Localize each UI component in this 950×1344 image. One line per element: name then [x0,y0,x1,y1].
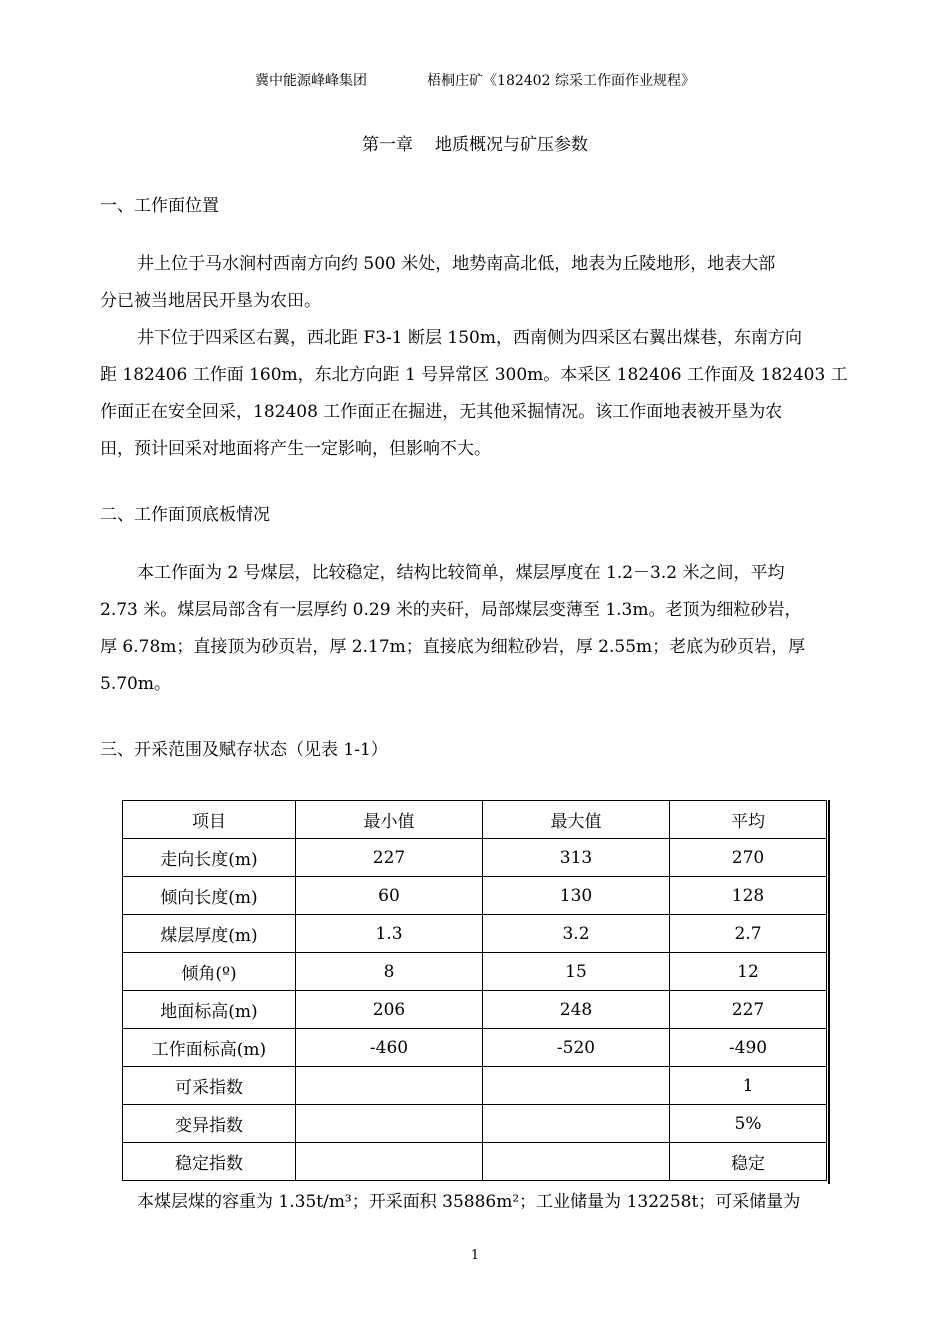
table-header-cell: 最小值 [296,801,483,839]
table-cell: 128 [670,877,827,915]
table-cell: -520 [483,1029,670,1067]
section-1-title: 一、工作面位置 [100,196,219,216]
table-cell: 走向长度(m) [123,839,296,877]
table-cell [483,1067,670,1105]
table-cell: 工作面标高(m) [123,1029,296,1067]
table-header-cell: 最大值 [483,801,670,839]
page-number: 1 [470,1248,480,1263]
section-3-title: 三、开采范围及赋存状态（见表 1-1） [100,740,388,760]
header-left: 冀中能源峰峰集团 [255,73,368,89]
table-cell: -490 [670,1029,827,1067]
table-right-border [828,800,830,1184]
table-cell: -460 [296,1029,483,1067]
table-cell: 可采指数 [123,1067,296,1105]
text-line: 井上位于马水涧村西南方向约 500 米处，地势南高北低，地表为丘陵地形，地表大部 [137,254,776,274]
table-row [123,991,827,1029]
table-cell: 1.3 [296,915,483,953]
text-line: 本工作面为 2 号煤层，比较稳定，结构比较简单，煤层厚度在 1.2－3.2 米之间，平均 [137,563,785,583]
section-1-paragraph-1 [100,246,855,320]
text-line: 2.73 米。煤层局部含有一层厚约 0.29 米的夹矸，局部煤层变薄至 1.3m。老顶为细粒砂岩， [100,600,802,620]
table-cell: 5% [670,1105,827,1143]
table-cell: 地面标高(m) [123,991,296,1029]
text-line: 厚 6.78m；直接顶为砂页岩，厚 2.17m；直接底为细粒砂岩，厚 2.55m；老底为砂页岩，厚 [100,637,806,657]
table-row [123,915,827,953]
table-header-cell: 平均 [670,801,827,839]
section-2-paragraph-1 [100,555,855,703]
table-cell: 130 [483,877,670,915]
chapter-heading [0,130,950,155]
table-cell: 227 [670,991,827,1029]
table-cell [296,1067,483,1105]
after-table-paragraph [100,1184,855,1221]
table-cell: 煤层厚度(m) [123,915,296,953]
table-cell [483,1105,670,1143]
table-cell: 206 [296,991,483,1029]
table-cell: 60 [296,877,483,915]
table-cell: 15 [483,953,670,991]
table-row [123,1029,827,1067]
table-cell: 227 [296,839,483,877]
table-row [123,1067,827,1105]
page-header [0,70,950,90]
text-line: 井下位于四采区右翼，西北距 F3-1 断层 150m，西南侧为四采区右翼出煤巷，东南方向 [137,328,802,348]
reserve-parameters-table [122,800,827,1181]
text-line: 5.70m。 [100,674,171,694]
table-cell: 3.2 [483,915,670,953]
table-cell: 1 [670,1067,827,1105]
table-cell [296,1105,483,1143]
chapter-number: 第一章 [362,135,413,155]
table-cell [483,1143,670,1181]
table-cell: 倾角(º) [123,953,296,991]
header-right: 梧桐庄矿《182402 综采工作面作业规程》 [427,73,695,89]
text-line: 距 182406 工作面 160m，东北方向距 1 号异常区 300m。本采区 182406 工作面及 182403 工 [100,365,848,385]
table-cell: 12 [670,953,827,991]
table-row [123,877,827,915]
text-line: 作面正在安全回采，182408 工作面正在掘进，无其他采掘情况。该工作面地表被开垦为农 [100,402,783,422]
chapter-title: 地质概况与矿压参数 [435,135,588,155]
table-row [123,1105,827,1143]
table-header-row [123,801,827,839]
table-row [123,1143,827,1181]
table-cell: 变异指数 [123,1105,296,1143]
text-line: 分已被当地居民开垦为农田。 [100,291,321,311]
table-row [123,953,827,991]
table-cell: 270 [670,839,827,877]
section-1-paragraph-2 [100,320,855,468]
text-line: 本煤层煤的容重为 1.35t/m³；开采面积 35886m²；工业储量为 132258t；可采储量为 [137,1192,801,1212]
table-cell: 2.7 [670,915,827,953]
table-cell: 248 [483,991,670,1029]
table-cell [296,1143,483,1181]
table-cell: 倾向长度(m) [123,877,296,915]
table-header-cell: 项目 [123,801,296,839]
table-row [123,839,827,877]
table-cell: 313 [483,839,670,877]
table-cell: 8 [296,953,483,991]
table-cell: 稳定 [670,1143,827,1181]
text-line: 田，预计回采对地面将产生一定影响，但影响不大。 [100,439,491,459]
section-2-title: 二、工作面顶底板情况 [100,505,270,525]
table-cell: 稳定指数 [123,1143,296,1181]
